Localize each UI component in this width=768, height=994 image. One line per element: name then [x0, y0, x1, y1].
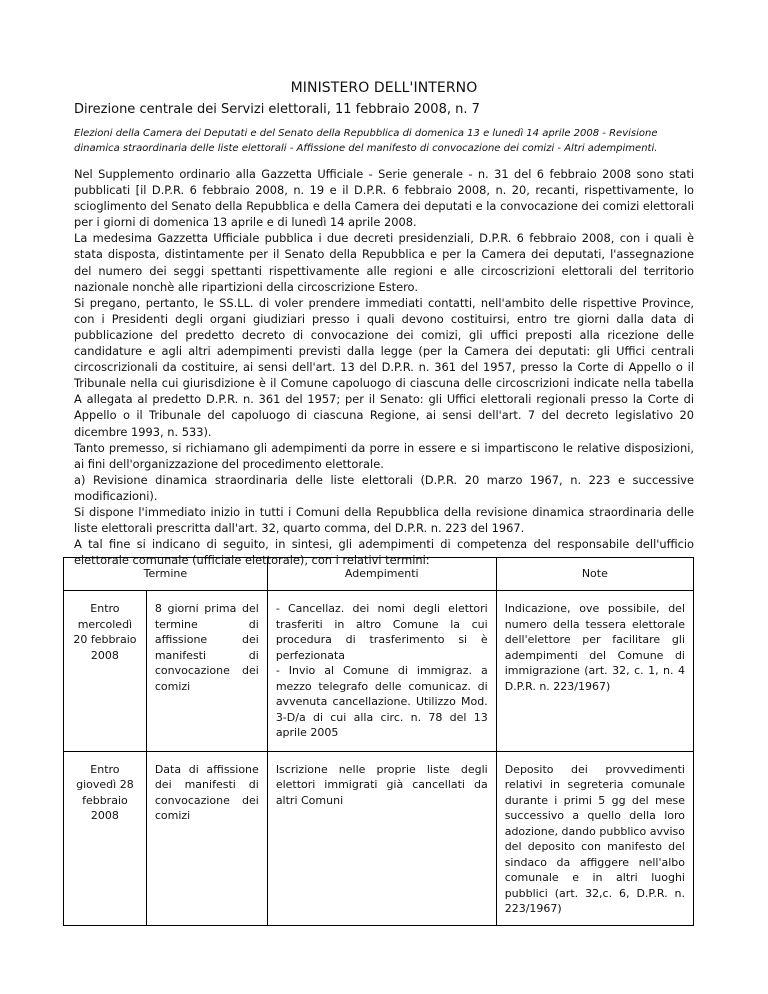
deadline-date-cell: Entro mercoledì 20 febbraio 2008: [64, 591, 147, 752]
circular-reference: Direzione centrale dei Servizi elettorali, 11 febbraio 2008, n. 7: [74, 102, 480, 117]
deadline-term-cell: 8 giorni prima del termine di affissione dei manifesti di convocazione dei comizi: [146, 591, 267, 752]
paragraph: Si pregano, pertanto, le SS.LL. di voler prendere immediati contatti, nell'ambito delle rispettive Province, con i Presidenti degli organi giudiziari presso i quali devono costituirsi, entro tre giorni dalla data di pubblicazione del predetto decreto di convocazione dei comizi, gli uffici preposti alla ricezione delle candidature e agli altri adempimenti previsti dalla legge (per la Camera dei deputati: gli Uffici centrali circoscrizionali da costituire, ai sensi dell'art. 13 del D.P.R. n. 361 del 1957, presso la Corte di Appello o il Tribunale nella cui giurisdizione è il Comune capoluogo di ciascuna delle circoscrizioni indicate nella tabella A allegata al predetto D.P.R. n. 361 del 1957; per il Senato: gli Uffici elettorali regionali presso la Corte di Appello o il Tribunale del capoluogo di ciascuna Regione, ai sensi dell'art. 7 del decreto legislativo 20 dicembre 1993, n. 533).: [74, 295, 694, 439]
paragraph: Si dispone l'immediato inizio in tutti i Comuni della Repubblica della revisione dinamica straordinaria delle liste elettorali prescritta dall'art. 32, quarto comma, del D.P.R. n. 223 del 1967.: [74, 504, 694, 536]
paragraph: A tal fine si indicano di seguito, in sintesi, gli adempimenti di competenza del responsabile dell'ufficio elettorale comunale (ufficiale elettorale), con i relativi termini:: [74, 537, 694, 568]
ministry-heading: MINISTERO DELL'INTERNO: [290, 80, 478, 96]
column-header-note: Note: [496, 558, 693, 591]
deadlines-table: [63, 557, 694, 926]
column-header-termine: Termine: [64, 558, 268, 591]
task-item: - Invio al Comune di immigraz. a mezzo telegrafo delle comunicaz. di avvenuta cancellazione. Utilizzo Mod. 3-D/a di cui alla circ. n. 78 del 13 aprile 2005: [275, 664, 488, 739]
table-row: [64, 751, 694, 925]
task-item: - Cancellaz. dei nomi degli elettori trasferiti in altro Comune la cui procedura di trasferimento si è perfezionata: [275, 602, 488, 662]
paragraph: a) Revisione dinamica straordinaria delle liste elettorali (D.P.R. 20 marzo 1967, n. 223 e successive modificazioni).: [74, 472, 694, 503]
table-row: [64, 591, 694, 752]
column-header-adempimenti: Adempimenti: [267, 558, 496, 591]
paragraph: Nel Supplemento ordinario alla Gazzetta Ufficiale - Serie generale - n. 31 del 6 febbraio 2008 sono stati pubblicati [il D.P.R. 6 febbraio 2008, n. 19 e il D.P.R. 6 febbraio 2008, n. 20, recanti, rispettivamente, lo scioglimento del Senato della Repubblica e della Camera dei deputati e la convocazione dei comizi elettorali per i giorni di domenica 13 aprile e di lunedì 14 aprile 2008.: [74, 167, 694, 230]
task-item: Iscrizione nelle proprie liste degli elettori immigrati già cancellati da altri Comuni: [275, 762, 488, 807]
circular-subject: Elezioni della Camera dei Deputati e del Senato della Repubblica di domenica 13 e lunedì 14 aprile 2008 - Revisione dinamica straordinaria delle liste elettorali - Affissione del manifesto di convocazione dei comizi - Altri adempimenti.: [74, 128, 658, 154]
body-text: [74, 166, 694, 568]
table-header-row: [64, 558, 694, 591]
tasks-cell: [267, 751, 496, 925]
notes-cell: Indicazione, ove possibile, del numero della tessera elettorale dell'elettore per facilitare gli adempimenti del Comune di immigrazione (art. 32, c. 1, n. 4 D.P.R. n. 223/1967): [496, 591, 693, 752]
document-page: [74, 80, 694, 568]
paragraph: La medesima Gazzetta Ufficiale pubblica i due decreti presidenziali, D.P.R. 6 febbraio 2008, con i quali è stata disposta, distintamente per il Senato della Repubblica e per la Camera dei deputati, l'assegnazione del numero dei seggi spettanti rispettivamente alle regioni e alle circoscrizioni elettorali del territorio nazionale nonchè alle ripartizioni della circoscrizione Estero.: [74, 231, 694, 294]
paragraph: Tanto premesso, si richiamano gli adempimenti da porre in essere e si impartiscono le relative disposizioni, ai fini dell'organizzazione del procedimento elettorale.: [74, 440, 694, 471]
tasks-cell: [267, 591, 496, 752]
deadline-term-cell: Data di affissione dei manifesti di convocazione dei comizi: [146, 751, 267, 925]
notes-cell: Deposito dei provvedimenti relativi in segreteria comunale durante i primi 5 gg del mese successivo a quello della loro adozione, dando pubblico avviso del deposito con manifesto del sindaco da affiggere nell'albo comunale e in altri luoghi pubblici (art. 32,c. 6, D.P.R. n. 223/1967): [496, 751, 693, 925]
deadline-date-cell: Entro giovedì 28 febbraio 2008: [64, 751, 147, 925]
